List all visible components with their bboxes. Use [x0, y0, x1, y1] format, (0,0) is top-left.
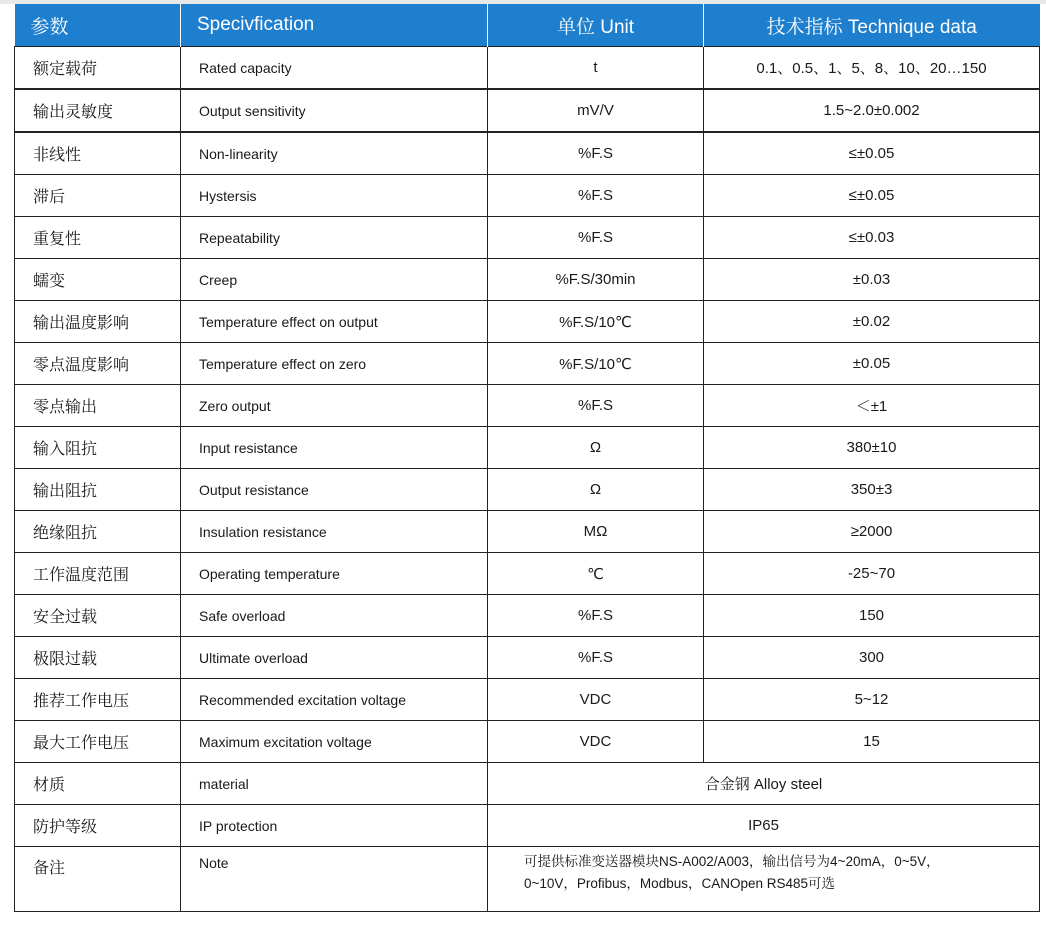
- param-unit: Ω: [488, 469, 704, 511]
- table-row: [15, 511, 1040, 553]
- param-value: -25~70: [704, 553, 1040, 595]
- note-line-2: 0~10V，Profibus，Modbus，CANOpen RS485可选: [524, 876, 836, 891]
- param-en: Ultimate overload: [181, 637, 488, 679]
- table-row: [15, 637, 1040, 679]
- param-unit: MΩ: [488, 511, 704, 553]
- param-unit: VDC: [488, 679, 704, 721]
- param-en: Safe overload: [181, 595, 488, 637]
- material-value: 合金钢 Alloy steel: [488, 763, 1040, 805]
- param-unit: %F.S: [488, 217, 704, 259]
- param-value: 380±10: [704, 427, 1040, 469]
- note-en: Note: [181, 847, 488, 912]
- param-value: ≤±0.05: [704, 132, 1040, 175]
- param-value: ＜±1: [704, 385, 1040, 427]
- param-cn: 极限过载: [15, 637, 181, 679]
- specification-table: [14, 4, 1040, 912]
- param-unit: VDC: [488, 721, 704, 763]
- param-value: ≤±0.03: [704, 217, 1040, 259]
- param-value: ±0.05: [704, 343, 1040, 385]
- param-en: Input resistance: [181, 427, 488, 469]
- param-value: ≤±0.05: [704, 175, 1040, 217]
- param-cn: 输出灵敏度: [15, 89, 181, 132]
- param-en: Operating temperature: [181, 553, 488, 595]
- param-unit: %F.S: [488, 637, 704, 679]
- table-row: [15, 595, 1040, 637]
- param-cn: 额定载荷: [15, 47, 181, 90]
- param-value: 0.1、0.5、1、5、8、10、20…150: [704, 47, 1040, 90]
- param-en: Creep: [181, 259, 488, 301]
- protection-en: IP protection: [181, 805, 488, 847]
- note-line-1: 可提供标准变送器模块NS-A002/A003，输出信号为4~20mA，0~5V，: [524, 854, 940, 869]
- material-row: [15, 763, 1040, 805]
- protection-value: IP65: [488, 805, 1040, 847]
- table-row: [15, 217, 1040, 259]
- param-unit: %F.S: [488, 175, 704, 217]
- param-cn: 绝缘阻抗: [15, 511, 181, 553]
- note-cn: 备注: [15, 847, 181, 912]
- table-row: [15, 132, 1040, 175]
- param-cn: 输出阻抗: [15, 469, 181, 511]
- param-en: Output resistance: [181, 469, 488, 511]
- param-cn: 输出温度影响: [15, 301, 181, 343]
- param-unit: ℃: [488, 553, 704, 595]
- protection-cn: 防护等级: [15, 805, 181, 847]
- param-unit: %F.S: [488, 132, 704, 175]
- param-cn: 推荐工作电压: [15, 679, 181, 721]
- table-row: [15, 469, 1040, 511]
- param-value: 15: [704, 721, 1040, 763]
- header-spec: Specivfication: [181, 4, 488, 47]
- table-row: [15, 301, 1040, 343]
- param-unit: %F.S/30min: [488, 259, 704, 301]
- param-unit: mV/V: [488, 89, 704, 132]
- param-en: Hystersis: [181, 175, 488, 217]
- table-row: [15, 553, 1040, 595]
- param-unit: %F.S: [488, 595, 704, 637]
- param-cn: 蠕变: [15, 259, 181, 301]
- table-row: [15, 427, 1040, 469]
- param-cn: 安全过载: [15, 595, 181, 637]
- note-row: [15, 847, 1040, 912]
- param-value: ±0.03: [704, 259, 1040, 301]
- param-value: 5~12: [704, 679, 1040, 721]
- param-value: ±0.02: [704, 301, 1040, 343]
- param-cn: 零点输出: [15, 385, 181, 427]
- table-row: [15, 385, 1040, 427]
- protection-row: [15, 805, 1040, 847]
- param-en: Output sensitivity: [181, 89, 488, 132]
- table-row: [15, 89, 1040, 132]
- header-data: 技术指标 Technique data: [704, 4, 1040, 47]
- param-en: Non-linearity: [181, 132, 488, 175]
- param-en: Zero output: [181, 385, 488, 427]
- param-value: 300: [704, 637, 1040, 679]
- param-unit: %F.S: [488, 385, 704, 427]
- table-row: [15, 343, 1040, 385]
- param-cn: 工作温度范围: [15, 553, 181, 595]
- param-cn: 零点温度影响: [15, 343, 181, 385]
- material-en: material: [181, 763, 488, 805]
- param-en: Repeatability: [181, 217, 488, 259]
- header-unit: 单位 Unit: [488, 4, 704, 47]
- param-cn: 滞后: [15, 175, 181, 217]
- table-row: [15, 679, 1040, 721]
- param-cn: 最大工作电压: [15, 721, 181, 763]
- material-cn: 材质: [15, 763, 181, 805]
- table-row: [15, 721, 1040, 763]
- param-value: 1.5~2.0±0.002: [704, 89, 1040, 132]
- param-value: 150: [704, 595, 1040, 637]
- table-row: [15, 175, 1040, 217]
- table-row: [15, 47, 1040, 90]
- param-en: Maximum excitation voltage: [181, 721, 488, 763]
- table-row: [15, 259, 1040, 301]
- param-unit: Ω: [488, 427, 704, 469]
- header-row: [15, 4, 1040, 47]
- param-en: Rated capacity: [181, 47, 488, 90]
- header-param: 参数: [15, 4, 181, 47]
- param-unit: %F.S/10℃: [488, 301, 704, 343]
- note-value: [488, 847, 1040, 912]
- param-unit: %F.S/10℃: [488, 343, 704, 385]
- param-value: ≥2000: [704, 511, 1040, 553]
- param-en: Temperature effect on output: [181, 301, 488, 343]
- param-cn: 输入阻抗: [15, 427, 181, 469]
- param-en: Insulation resistance: [181, 511, 488, 553]
- param-en: Recommended excitation voltage: [181, 679, 488, 721]
- param-unit: t: [488, 47, 704, 90]
- param-value: 350±3: [704, 469, 1040, 511]
- param-cn: 重复性: [15, 217, 181, 259]
- param-cn: 非线性: [15, 132, 181, 175]
- param-en: Temperature effect on zero: [181, 343, 488, 385]
